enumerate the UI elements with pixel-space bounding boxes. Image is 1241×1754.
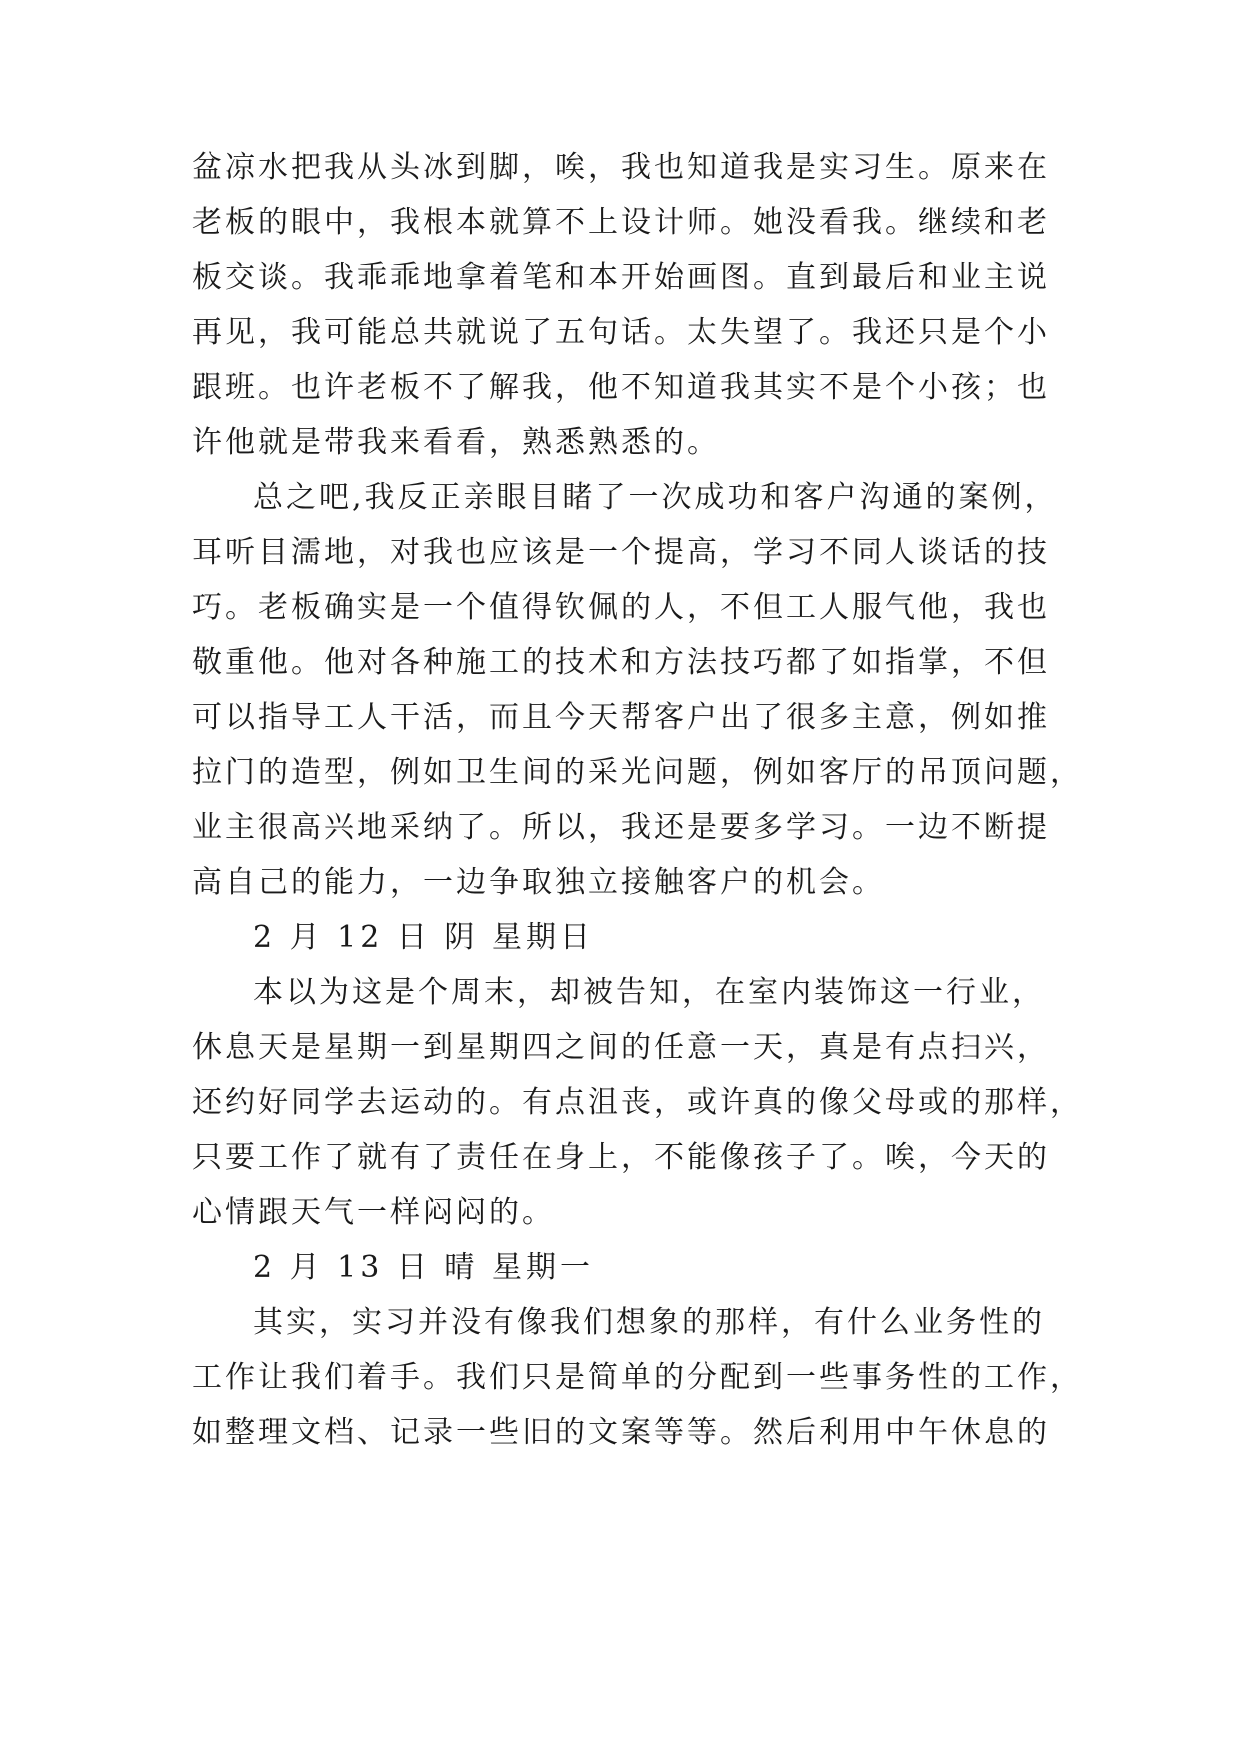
diary-date-heading: 2 月 13 日 晴 星期一 (253, 1250, 594, 1285)
text-line: 工作让我们着手。我们只是简单的分配到一些事务性的工作， (192, 1360, 1083, 1395)
text-line: 还约好同学去运动的。有点沮丧，或许真的像父母或的那样， (192, 1085, 1083, 1120)
text-line: 巧。老板确实是一个值得钦佩的人，不但工人服气他，我也 (192, 590, 1050, 625)
text-line: 业主很高兴地采纳了。所以，我还是要多学习。一边不断提 (192, 810, 1050, 845)
text-line: 再见，我可能总共就说了五句话。太失望了。我还只是个小 (192, 315, 1050, 350)
text-line: 休息天是星期一到星期四之间的任意一天，真是有点扫兴， (192, 1030, 1050, 1065)
text-line: 可以指导工人干活，而且今天帮客户出了很多主意，例如推 (192, 700, 1050, 735)
diary-date-heading: 2 月 12 日 阴 星期日 (253, 920, 594, 955)
text-line: 许他就是带我来看看，熟悉熟悉的。 (192, 425, 720, 460)
text-line: 老板的眼中，我根本就算不上设计师。她没看我。继续和老 (192, 205, 1050, 240)
paragraph-start: 本以为这是个周末，却被告知，在室内装饰这一行业， (253, 975, 1045, 1010)
text-line: 跟班。也许老板不了解我，他不知道我其实不是个小孩；也 (192, 370, 1050, 405)
text-line: 如整理文档、记录一些旧的文案等等。然后利用中午休息的 (192, 1415, 1050, 1450)
text-line: 盆凉水把我从头冰到脚，唉，我也知道我是实习生。原来在 (192, 150, 1050, 185)
text-line: 高自己的能力，一边争取独立接触客户的机会。 (192, 865, 885, 900)
text-line: 心情跟天气一样闷闷的。 (192, 1195, 555, 1230)
text-line: 只要工作了就有了责任在身上，不能像孩子了。唉，今天的 (192, 1140, 1050, 1175)
text-line: 耳听目濡地，对我也应该是一个提高，学习不同人谈话的技 (192, 535, 1050, 570)
text-line: 拉门的造型，例如卫生间的采光问题，例如客厅的吊顶问题， (192, 755, 1083, 790)
text-line: 敬重他。他对各种施工的技术和方法技巧都了如指掌，不但 (192, 645, 1050, 680)
paragraph-start: 其实，实习并没有像我们想象的那样，有什么业务性的 (253, 1305, 1045, 1340)
paragraph-start: 总之吧,我反正亲眼目睹了一次成功和客户沟通的案例， (253, 480, 1058, 515)
text-line: 板交谈。我乖乖地拿着笔和本开始画图。直到最后和业主说 (192, 260, 1050, 295)
